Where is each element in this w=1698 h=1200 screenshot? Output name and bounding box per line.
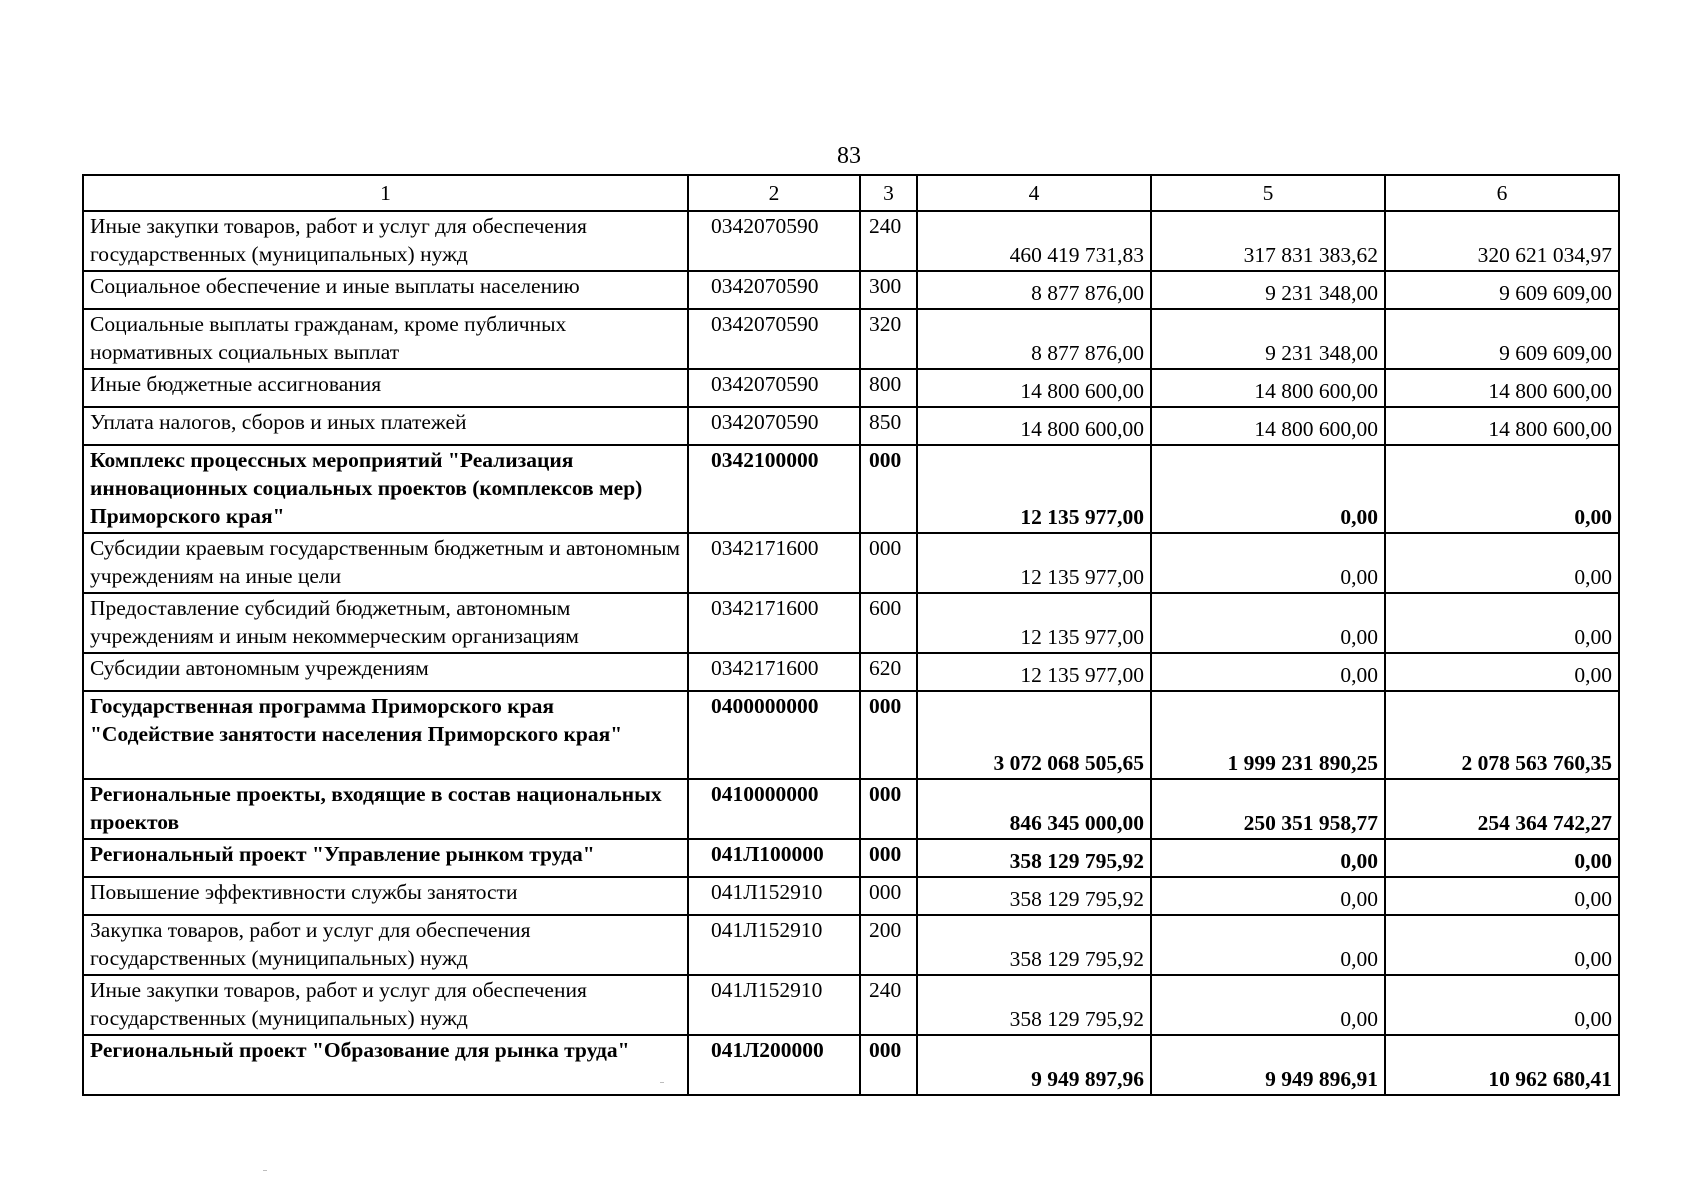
table-row bbox=[83, 445, 1619, 533]
row-value-col6-cell: 0,00 bbox=[1385, 653, 1619, 691]
row-kind-cell: 320 bbox=[860, 309, 917, 369]
row-code-cell: 041Л100000 bbox=[688, 839, 860, 877]
row-kind-cell: 000 bbox=[860, 691, 917, 779]
row-name-cell: Уплата налогов, сборов и иных платежей bbox=[83, 407, 688, 445]
row-value-col6-cell: 320 621 034,97 bbox=[1385, 211, 1619, 271]
row-value-col6-cell: 0,00 bbox=[1385, 445, 1619, 533]
row-name-cell: Субсидии краевым государственным бюджетным и автономным учреждениям на иные цели bbox=[83, 533, 688, 593]
row-name-cell: Региональный проект "Образование для рынка труда" bbox=[83, 1035, 688, 1095]
row-value-col6-cell: 0,00 bbox=[1385, 593, 1619, 653]
row-code-cell: 0342070590 bbox=[688, 309, 860, 369]
row-code-cell: 0342100000 bbox=[688, 445, 860, 533]
row-code-cell: 041Л152910 bbox=[688, 877, 860, 915]
row-value-col6-cell: 14 800 600,00 bbox=[1385, 369, 1619, 407]
row-code-cell: 0342070590 bbox=[688, 407, 860, 445]
row-value-col4-cell: 14 800 600,00 bbox=[917, 407, 1151, 445]
budget-table-body bbox=[83, 175, 1619, 1095]
row-kind-cell: 850 bbox=[860, 407, 917, 445]
row-name-cell: Региональные проекты, входящие в состав национальных проектов bbox=[83, 779, 688, 839]
page-number: 83 bbox=[837, 143, 861, 169]
row-value-col4-cell: 358 129 795,92 bbox=[917, 975, 1151, 1035]
row-value-col5-cell: 9 231 348,00 bbox=[1151, 271, 1385, 309]
row-code-cell: 0342171600 bbox=[688, 653, 860, 691]
table-row bbox=[83, 271, 1619, 309]
row-code-cell: 0342171600 bbox=[688, 533, 860, 593]
table-row bbox=[83, 309, 1619, 369]
row-value-col6-cell: 14 800 600,00 bbox=[1385, 407, 1619, 445]
row-value-col4-cell: 12 135 977,00 bbox=[917, 653, 1151, 691]
row-name-cell: Повышение эффективности службы занятости bbox=[83, 877, 688, 915]
row-value-col5-cell: 14 800 600,00 bbox=[1151, 407, 1385, 445]
row-code-cell: 0400000000 bbox=[688, 691, 860, 779]
row-value-col6-cell: 2 078 563 760,35 bbox=[1385, 691, 1619, 779]
table-row bbox=[83, 211, 1619, 271]
row-value-col4-cell: 12 135 977,00 bbox=[917, 533, 1151, 593]
row-value-col5-cell: 250 351 958,77 bbox=[1151, 779, 1385, 839]
column-number-row bbox=[83, 175, 1619, 211]
row-kind-cell: 000 bbox=[860, 779, 917, 839]
row-value-col4-cell: 8 877 876,00 bbox=[917, 309, 1151, 369]
row-name-cell: Предоставление субсидий бюджетным, автономным учреждениям и иным некоммерческим организациям bbox=[83, 593, 688, 653]
row-kind-cell: 240 bbox=[860, 211, 917, 271]
row-value-col4-cell: 12 135 977,00 bbox=[917, 593, 1151, 653]
column-number-cell: 5 bbox=[1151, 175, 1385, 211]
row-value-col5-cell: 0,00 bbox=[1151, 975, 1385, 1035]
row-value-col5-cell: 0,00 bbox=[1151, 839, 1385, 877]
row-name-cell: Социальное обеспечение и иные выплаты населению bbox=[83, 271, 688, 309]
row-name-cell: Иные бюджетные ассигнования bbox=[83, 369, 688, 407]
budget-table bbox=[82, 174, 1620, 1096]
row-value-col5-cell: 0,00 bbox=[1151, 653, 1385, 691]
row-kind-cell: 240 bbox=[860, 975, 917, 1035]
table-row bbox=[83, 915, 1619, 975]
table-row bbox=[83, 691, 1619, 779]
row-code-cell: 041Л200000 bbox=[688, 1035, 860, 1095]
row-name-cell: Иные закупки товаров, работ и услуг для обеспечения государственных (муниципальных) нужд bbox=[83, 975, 688, 1035]
row-kind-cell: 000 bbox=[860, 533, 917, 593]
row-code-cell: 0342171600 bbox=[688, 593, 860, 653]
row-kind-cell: 000 bbox=[860, 445, 917, 533]
row-value-col5-cell: 9 949 896,91 bbox=[1151, 1035, 1385, 1095]
scan-speck bbox=[660, 1082, 664, 1083]
row-name-cell: Социальные выплаты гражданам, кроме публичных нормативных социальных выплат bbox=[83, 309, 688, 369]
row-name-cell: Иные закупки товаров, работ и услуг для обеспечения государственных (муниципальных) нужд bbox=[83, 211, 688, 271]
row-code-cell: 0342070590 bbox=[688, 211, 860, 271]
row-code-cell: 041Л152910 bbox=[688, 915, 860, 975]
row-code-cell: 0410000000 bbox=[688, 779, 860, 839]
scan-speck bbox=[263, 1170, 267, 1171]
row-code-cell: 0342070590 bbox=[688, 271, 860, 309]
row-kind-cell: 000 bbox=[860, 1035, 917, 1095]
table-row bbox=[83, 839, 1619, 877]
table-row bbox=[83, 407, 1619, 445]
row-name-cell: Закупка товаров, работ и услуг для обеспечения государственных (муниципальных) нужд bbox=[83, 915, 688, 975]
column-number-cell: 4 bbox=[917, 175, 1151, 211]
row-kind-cell: 620 bbox=[860, 653, 917, 691]
row-value-col5-cell: 0,00 bbox=[1151, 877, 1385, 915]
table-row bbox=[83, 779, 1619, 839]
row-value-col4-cell: 846 345 000,00 bbox=[917, 779, 1151, 839]
row-kind-cell: 000 bbox=[860, 839, 917, 877]
row-value-col4-cell: 358 129 795,92 bbox=[917, 915, 1151, 975]
row-kind-cell: 800 bbox=[860, 369, 917, 407]
row-value-col4-cell: 460 419 731,83 bbox=[917, 211, 1151, 271]
row-name-cell: Государственная программа Приморского края "Содействие занятости населения Приморского края" bbox=[83, 691, 688, 779]
table-row bbox=[83, 877, 1619, 915]
row-value-col5-cell: 1 999 231 890,25 bbox=[1151, 691, 1385, 779]
row-name-cell: Комплекс процессных мероприятий "Реализация инновационных социальных проектов (комплексов мер) Приморского края" bbox=[83, 445, 688, 533]
row-value-col4-cell: 8 877 876,00 bbox=[917, 271, 1151, 309]
table-row bbox=[83, 369, 1619, 407]
row-value-col6-cell: 9 609 609,00 bbox=[1385, 309, 1619, 369]
table-row bbox=[83, 593, 1619, 653]
row-kind-cell: 600 bbox=[860, 593, 917, 653]
row-value-col6-cell: 9 609 609,00 bbox=[1385, 271, 1619, 309]
column-number-cell: 1 bbox=[83, 175, 688, 211]
row-kind-cell: 200 bbox=[860, 915, 917, 975]
row-value-col6-cell: 254 364 742,27 bbox=[1385, 779, 1619, 839]
row-value-col6-cell: 0,00 bbox=[1385, 533, 1619, 593]
row-value-col6-cell: 10 962 680,41 bbox=[1385, 1035, 1619, 1095]
row-value-col5-cell: 14 800 600,00 bbox=[1151, 369, 1385, 407]
row-value-col5-cell: 0,00 bbox=[1151, 533, 1385, 593]
row-value-col5-cell: 0,00 bbox=[1151, 915, 1385, 975]
row-name-cell: Региональный проект "Управление рынком труда" bbox=[83, 839, 688, 877]
row-kind-cell: 300 bbox=[860, 271, 917, 309]
row-name-cell: Субсидии автономным учреждениям bbox=[83, 653, 688, 691]
row-value-col4-cell: 3 072 068 505,65 bbox=[917, 691, 1151, 779]
row-value-col4-cell: 358 129 795,92 bbox=[917, 839, 1151, 877]
column-number-cell: 6 bbox=[1385, 175, 1619, 211]
row-value-col5-cell: 9 231 348,00 bbox=[1151, 309, 1385, 369]
row-value-col6-cell: 0,00 bbox=[1385, 877, 1619, 915]
row-value-col6-cell: 0,00 bbox=[1385, 915, 1619, 975]
row-value-col6-cell: 0,00 bbox=[1385, 839, 1619, 877]
row-value-col4-cell: 14 800 600,00 bbox=[917, 369, 1151, 407]
row-kind-cell: 000 bbox=[860, 877, 917, 915]
column-number-cell: 2 bbox=[688, 175, 860, 211]
row-value-col6-cell: 0,00 bbox=[1385, 975, 1619, 1035]
column-number-cell: 3 bbox=[860, 175, 917, 211]
table-row bbox=[83, 975, 1619, 1035]
row-value-col4-cell: 12 135 977,00 bbox=[917, 445, 1151, 533]
row-value-col5-cell: 0,00 bbox=[1151, 445, 1385, 533]
table-row bbox=[83, 533, 1619, 593]
row-code-cell: 0342070590 bbox=[688, 369, 860, 407]
row-value-col4-cell: 9 949 897,96 bbox=[917, 1035, 1151, 1095]
row-value-col5-cell: 0,00 bbox=[1151, 593, 1385, 653]
row-value-col5-cell: 317 831 383,62 bbox=[1151, 211, 1385, 271]
table-row bbox=[83, 653, 1619, 691]
row-code-cell: 041Л152910 bbox=[688, 975, 860, 1035]
table-row bbox=[83, 1035, 1619, 1095]
row-value-col4-cell: 358 129 795,92 bbox=[917, 877, 1151, 915]
